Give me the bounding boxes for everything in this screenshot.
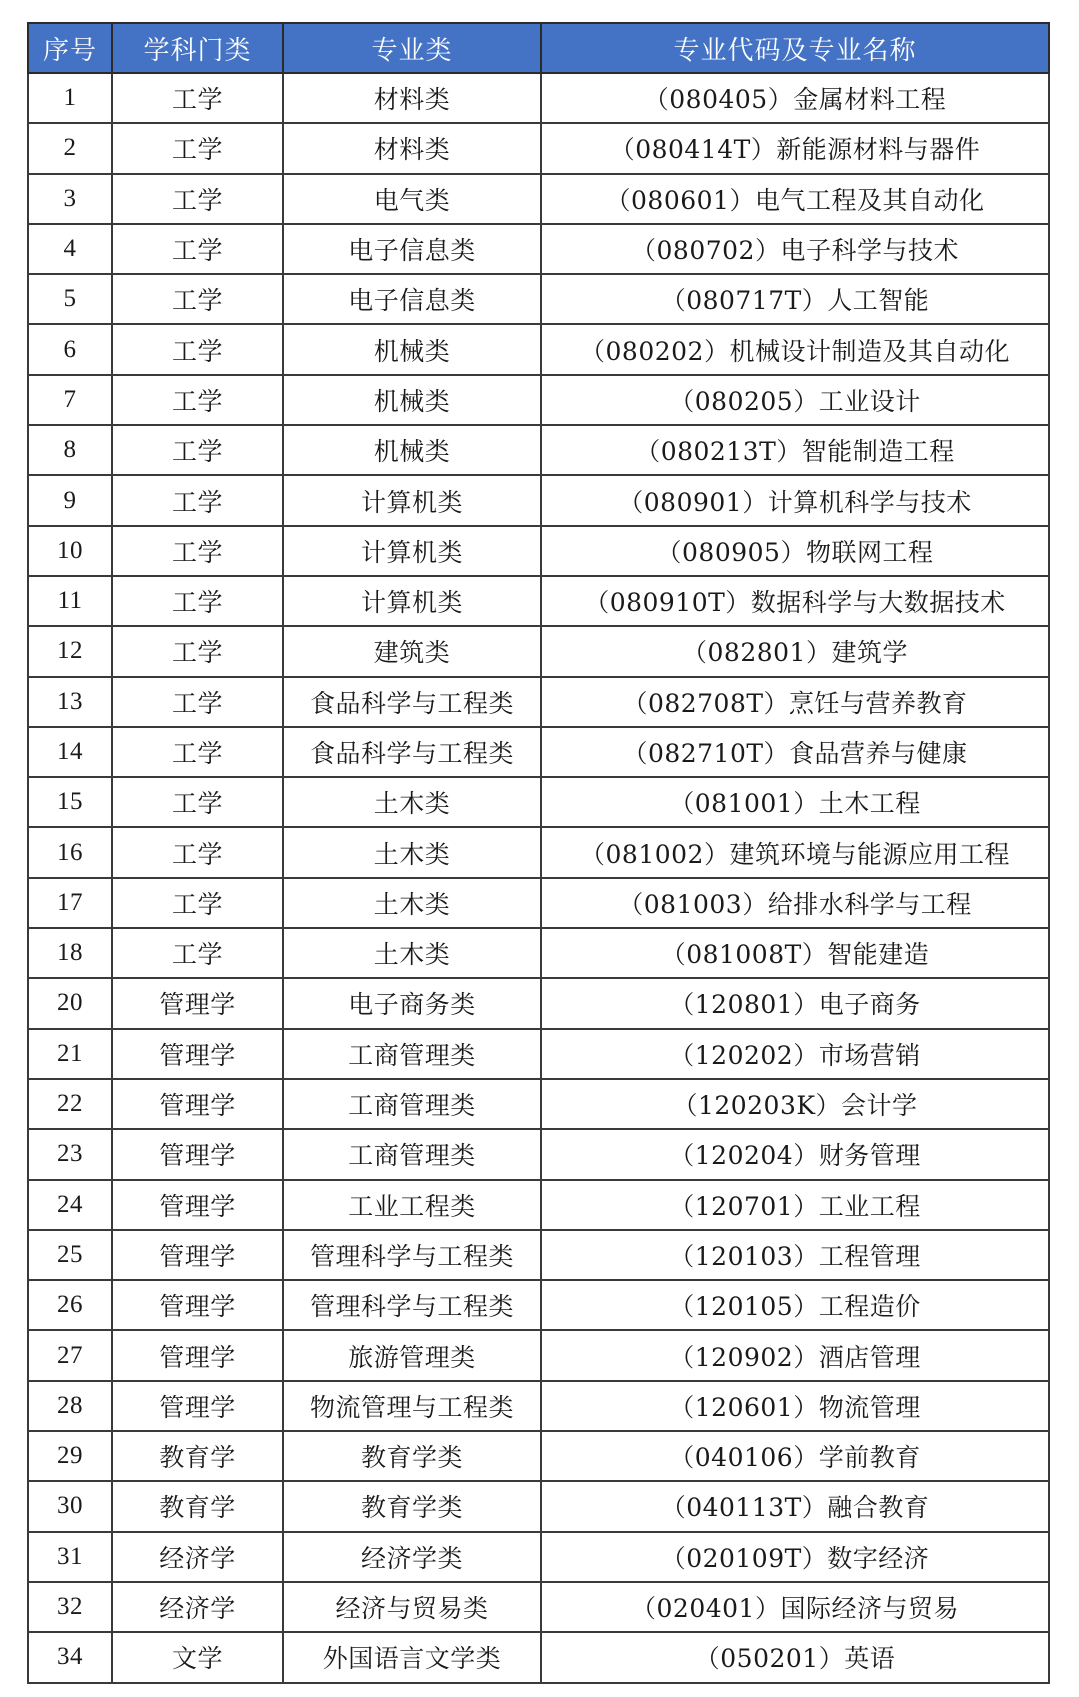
- cell-seq: 18: [28, 928, 112, 978]
- cell-major-category: 物流管理与工程类: [283, 1381, 541, 1431]
- cell-major-category: 食品科学与工程类: [283, 677, 541, 727]
- table-row: [28, 626, 1049, 676]
- table-row: [28, 224, 1049, 274]
- cell-seq: 12: [28, 626, 112, 676]
- cell-major-category: 机械类: [283, 425, 541, 475]
- cell-discipline: 工学: [112, 73, 283, 123]
- table-row: [28, 1180, 1049, 1230]
- cell-major-code-name: （040106）学前教育: [541, 1431, 1049, 1481]
- cell-major-code-name: （081001）土木工程: [541, 777, 1049, 827]
- cell-major-category: 工商管理类: [283, 1079, 541, 1129]
- cell-seq: 8: [28, 425, 112, 475]
- cell-major-category: 计算机类: [283, 475, 541, 525]
- cell-discipline: 管理学: [112, 978, 283, 1028]
- cell-seq: 11: [28, 576, 112, 626]
- table-row: [28, 978, 1049, 1028]
- cell-discipline: 教育学: [112, 1481, 283, 1531]
- cell-discipline: 工学: [112, 123, 283, 173]
- cell-major-category: 经济学类: [283, 1532, 541, 1582]
- cell-major-code-name: （120801）电子商务: [541, 978, 1049, 1028]
- cell-major-code-name: （120601）物流管理: [541, 1381, 1049, 1431]
- table-row: [28, 928, 1049, 978]
- cell-seq: 15: [28, 777, 112, 827]
- cell-major-code-name: （080405）金属材料工程: [541, 73, 1049, 123]
- table-row: [28, 1431, 1049, 1481]
- cell-major-code-name: （020109T）数字经济: [541, 1532, 1049, 1582]
- cell-seq: 28: [28, 1381, 112, 1431]
- table-row: [28, 1381, 1049, 1431]
- cell-major-code-name: （082708T）烹饪与营养教育: [541, 677, 1049, 727]
- cell-discipline: 工学: [112, 777, 283, 827]
- table-row: [28, 1029, 1049, 1079]
- table-row: [28, 425, 1049, 475]
- table-row: [28, 1532, 1049, 1582]
- table-row: [28, 1632, 1049, 1682]
- cell-seq: 22: [28, 1079, 112, 1129]
- cell-major-category: 管理科学与工程类: [283, 1280, 541, 1330]
- cell-discipline: 管理学: [112, 1330, 283, 1380]
- table-row: [28, 324, 1049, 374]
- cell-major-code-name: （040113T）融合教育: [541, 1481, 1049, 1531]
- cell-discipline: 管理学: [112, 1129, 283, 1179]
- cell-major-category: 计算机类: [283, 576, 541, 626]
- cell-major-code-name: （082801）建筑学: [541, 626, 1049, 676]
- table-row: [28, 576, 1049, 626]
- cell-discipline: 工学: [112, 224, 283, 274]
- cell-discipline: 管理学: [112, 1381, 283, 1431]
- cell-seq: 26: [28, 1280, 112, 1330]
- cell-major-category: 建筑类: [283, 626, 541, 676]
- cell-seq: 2: [28, 123, 112, 173]
- cell-seq: 14: [28, 727, 112, 777]
- cell-major-code-name: （120103）工程管理: [541, 1230, 1049, 1280]
- cell-discipline: 工学: [112, 425, 283, 475]
- header-major-category: 专业类: [283, 23, 541, 73]
- table-row: [28, 375, 1049, 425]
- cell-major-code-name: （080702）电子科学与技术: [541, 224, 1049, 274]
- cell-major-code-name: （080213T）智能制造工程: [541, 425, 1049, 475]
- table-row: [28, 727, 1049, 777]
- cell-major-code-name: （082710T）食品营养与健康: [541, 727, 1049, 777]
- cell-discipline: 工学: [112, 677, 283, 727]
- header-major-code-name: 专业代码及专业名称: [541, 23, 1049, 73]
- table-row: [28, 1230, 1049, 1280]
- cell-major-category: 材料类: [283, 123, 541, 173]
- cell-major-category: 工业工程类: [283, 1180, 541, 1230]
- cell-seq: 4: [28, 224, 112, 274]
- table-row: [28, 274, 1049, 324]
- cell-major-code-name: （081003）给排水科学与工程: [541, 878, 1049, 928]
- cell-discipline: 经济学: [112, 1532, 283, 1582]
- cell-major-code-name: （050201）英语: [541, 1632, 1049, 1682]
- cell-discipline: 管理学: [112, 1230, 283, 1280]
- cell-discipline: 工学: [112, 827, 283, 877]
- cell-major-code-name: （080205）工业设计: [541, 375, 1049, 425]
- cell-discipline: 工学: [112, 274, 283, 324]
- cell-major-category: 电子商务类: [283, 978, 541, 1028]
- cell-discipline: 工学: [112, 727, 283, 777]
- cell-seq: 17: [28, 878, 112, 928]
- table-row: [28, 677, 1049, 727]
- cell-discipline: 教育学: [112, 1431, 283, 1481]
- table-body: [28, 73, 1049, 1683]
- table-header: [28, 23, 1049, 73]
- cell-discipline: 管理学: [112, 1079, 283, 1129]
- cell-major-code-name: （120203K）会计学: [541, 1079, 1049, 1129]
- cell-discipline: 工学: [112, 475, 283, 525]
- cell-major-category: 土木类: [283, 827, 541, 877]
- table-row: [28, 1129, 1049, 1179]
- table-row: [28, 526, 1049, 576]
- cell-major-category: 计算机类: [283, 526, 541, 576]
- cell-major-code-name: （120902）酒店管理: [541, 1330, 1049, 1380]
- cell-major-code-name: （020401）国际经济与贸易: [541, 1582, 1049, 1632]
- cell-major-category: 机械类: [283, 324, 541, 374]
- cell-seq: 3: [28, 174, 112, 224]
- cell-major-category: 机械类: [283, 375, 541, 425]
- cell-major-code-name: （120204）财务管理: [541, 1129, 1049, 1179]
- header-discipline: 学科门类: [112, 23, 283, 73]
- cell-major-code-name: （080905）物联网工程: [541, 526, 1049, 576]
- cell-seq: 16: [28, 827, 112, 877]
- cell-major-category: 教育学类: [283, 1431, 541, 1481]
- cell-major-code-name: （081002）建筑环境与能源应用工程: [541, 827, 1049, 877]
- cell-major-code-name: （120105）工程造价: [541, 1280, 1049, 1330]
- table-row: [28, 1280, 1049, 1330]
- table-row: [28, 878, 1049, 928]
- majors-table: [27, 22, 1050, 1684]
- cell-discipline: 文学: [112, 1632, 283, 1682]
- cell-discipline: 工学: [112, 174, 283, 224]
- cell-major-category: 食品科学与工程类: [283, 727, 541, 777]
- cell-seq: 23: [28, 1129, 112, 1179]
- cell-seq: 10: [28, 526, 112, 576]
- cell-seq: 30: [28, 1481, 112, 1531]
- cell-major-code-name: （120202）市场营销: [541, 1029, 1049, 1079]
- cell-seq: 6: [28, 324, 112, 374]
- cell-major-code-name: （080601）电气工程及其自动化: [541, 174, 1049, 224]
- cell-major-category: 电子信息类: [283, 274, 541, 324]
- cell-major-category: 外国语言文学类: [283, 1632, 541, 1682]
- cell-discipline: 工学: [112, 576, 283, 626]
- cell-major-code-name: （120701）工业工程: [541, 1180, 1049, 1230]
- cell-discipline: 工学: [112, 526, 283, 576]
- cell-seq: 27: [28, 1330, 112, 1380]
- cell-major-category: 电子信息类: [283, 224, 541, 274]
- majors-table-container: [27, 22, 1048, 1684]
- cell-seq: 20: [28, 978, 112, 1028]
- cell-major-category: 经济与贸易类: [283, 1582, 541, 1632]
- cell-seq: 5: [28, 274, 112, 324]
- cell-discipline: 工学: [112, 324, 283, 374]
- cell-seq: 1: [28, 73, 112, 123]
- table-row: [28, 123, 1049, 173]
- cell-major-category: 土木类: [283, 777, 541, 827]
- table-row: [28, 174, 1049, 224]
- table-row: [28, 1330, 1049, 1380]
- table-row: [28, 1481, 1049, 1531]
- table-row: [28, 827, 1049, 877]
- cell-major-code-name: （080414T）新能源材料与器件: [541, 123, 1049, 173]
- cell-major-category: 工商管理类: [283, 1129, 541, 1179]
- cell-major-category: 教育学类: [283, 1481, 541, 1531]
- cell-seq: 34: [28, 1632, 112, 1682]
- cell-seq: 31: [28, 1532, 112, 1582]
- cell-major-code-name: （080910T）数据科学与大数据技术: [541, 576, 1049, 626]
- cell-major-code-name: （080202）机械设计制造及其自动化: [541, 324, 1049, 374]
- cell-major-code-name: （080717T）人工智能: [541, 274, 1049, 324]
- cell-seq: 32: [28, 1582, 112, 1632]
- cell-major-category: 旅游管理类: [283, 1330, 541, 1380]
- cell-major-code-name: （080901）计算机科学与技术: [541, 475, 1049, 525]
- cell-discipline: 工学: [112, 626, 283, 676]
- table-row: [28, 1079, 1049, 1129]
- cell-discipline: 工学: [112, 375, 283, 425]
- cell-seq: 21: [28, 1029, 112, 1079]
- cell-major-category: 电气类: [283, 174, 541, 224]
- cell-major-code-name: （081008T）智能建造: [541, 928, 1049, 978]
- cell-seq: 29: [28, 1431, 112, 1481]
- cell-seq: 9: [28, 475, 112, 525]
- table-row: [28, 777, 1049, 827]
- cell-major-category: 土木类: [283, 878, 541, 928]
- cell-discipline: 经济学: [112, 1582, 283, 1632]
- cell-seq: 24: [28, 1180, 112, 1230]
- table-row: [28, 1582, 1049, 1632]
- cell-discipline: 管理学: [112, 1180, 283, 1230]
- cell-seq: 13: [28, 677, 112, 727]
- header-seq: 序号: [28, 23, 112, 73]
- cell-discipline: 工学: [112, 928, 283, 978]
- cell-major-category: 管理科学与工程类: [283, 1230, 541, 1280]
- cell-seq: 25: [28, 1230, 112, 1280]
- cell-discipline: 管理学: [112, 1280, 283, 1330]
- cell-discipline: 工学: [112, 878, 283, 928]
- header-row: [28, 23, 1049, 73]
- cell-seq: 7: [28, 375, 112, 425]
- cell-major-category: 土木类: [283, 928, 541, 978]
- cell-major-category: 材料类: [283, 73, 541, 123]
- cell-major-category: 工商管理类: [283, 1029, 541, 1079]
- cell-discipline: 管理学: [112, 1029, 283, 1079]
- table-row: [28, 475, 1049, 525]
- table-row: [28, 73, 1049, 123]
